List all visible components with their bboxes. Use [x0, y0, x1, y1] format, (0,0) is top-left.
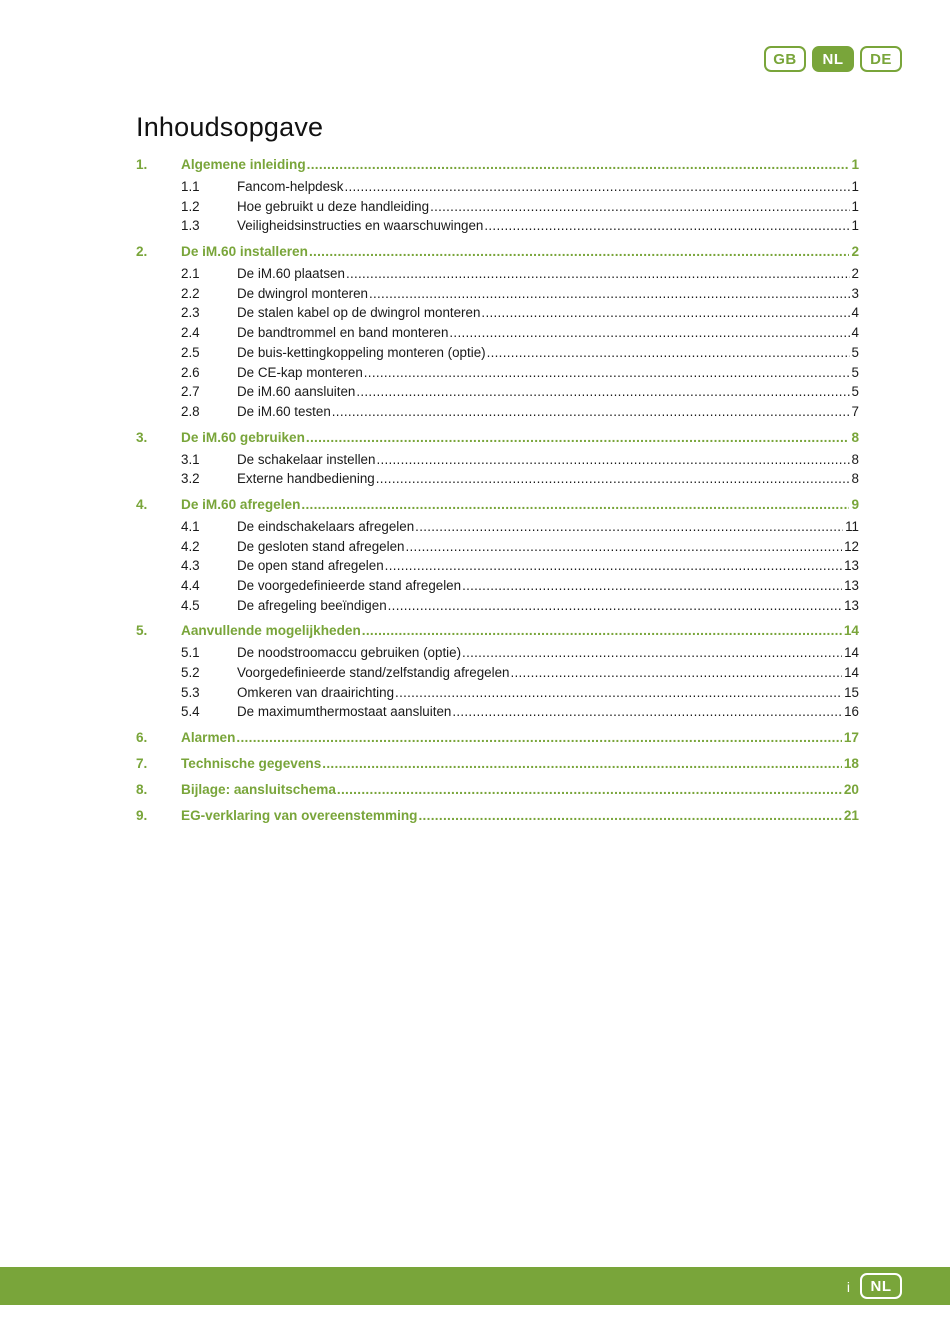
- toc-leader-dots: [362, 621, 842, 641]
- toc-entry-page: 14: [844, 645, 859, 661]
- toc-leader-dots: [322, 754, 842, 774]
- toc-entry-page: 4: [851, 305, 859, 321]
- toc-entry-number: 4.3: [181, 558, 200, 574]
- toc-leader-dots: [415, 517, 843, 537]
- toc-section-entry[interactable]: [136, 343, 859, 363]
- toc-entry-page: 1: [851, 179, 859, 194]
- toc-entry-title: De schakelaar instellen: [237, 451, 376, 467]
- toc-chapter-entry[interactable]: [136, 242, 859, 262]
- toc-chapter-entry[interactable]: [136, 780, 859, 800]
- toc-leader-dots: [484, 216, 849, 236]
- toc-entry-page: 14: [843, 623, 859, 639]
- toc-entry-title: De iM.60 afregelen: [181, 496, 301, 512]
- toc-leader-dots: [301, 495, 849, 515]
- footer-page-number: i: [846, 1279, 850, 1295]
- toc-entry-number: 2.6: [181, 364, 200, 380]
- toc-entry-title: Bijlage: aansluitschema: [181, 782, 336, 798]
- toc-chapter-entry[interactable]: [136, 806, 859, 826]
- toc-entry-title: De eindschakelaars afregelen: [237, 518, 415, 534]
- page-title: Inhoudsopgave: [136, 112, 324, 142]
- toc-entry-number: 2.8: [181, 403, 200, 419]
- toc-section-entry[interactable]: [136, 303, 859, 323]
- toc-section-entry[interactable]: [136, 663, 859, 683]
- toc-leader-dots: [337, 780, 842, 800]
- toc-entry-page: 11: [845, 518, 859, 534]
- toc-entry-title: De gesloten stand afregelen: [237, 538, 405, 554]
- toc-leader-dots: [395, 683, 842, 703]
- toc-entry-number: 4.1: [181, 518, 200, 534]
- toc-entry-page: 8: [851, 471, 859, 487]
- toc-entry-number: 5.4: [181, 704, 200, 720]
- toc-entry-number: 4.4: [181, 578, 200, 593]
- toc-leader-dots: [430, 197, 849, 217]
- toc-leader-dots: [369, 284, 850, 304]
- toc-entry-page: 5: [851, 384, 859, 400]
- toc-leader-dots: [449, 323, 849, 343]
- toc-entry-title: EG-verklaring van overeenstemming: [181, 808, 418, 824]
- toc-section-entry[interactable]: [136, 264, 859, 284]
- footer-bar: [0, 1267, 950, 1305]
- toc-leader-dots: [418, 806, 841, 826]
- toc-entry-title: Technische gegevens: [181, 756, 322, 772]
- toc-entry-page: 2: [851, 266, 859, 282]
- toc-leader-dots: [376, 469, 850, 489]
- toc-entry-page: 2: [851, 244, 859, 260]
- toc-leader-dots: [385, 556, 842, 576]
- toc-leader-dots: [481, 303, 849, 323]
- lang-tab-nl[interactable]: NL: [812, 46, 854, 72]
- toc-entry-title: De dwingrol monteren: [237, 285, 368, 301]
- lang-tab-de[interactable]: DE: [860, 46, 902, 72]
- language-switcher: [764, 46, 902, 72]
- toc-leader-dots: [309, 242, 850, 262]
- toc-section-entry[interactable]: [136, 556, 859, 576]
- toc-entry-page: 18: [843, 756, 859, 772]
- toc-entry-title: De afregeling beeïndigen: [237, 597, 387, 613]
- toc-leader-dots: [307, 155, 850, 175]
- toc-entry-title: De CE-kap monteren: [237, 364, 363, 380]
- toc-entry-page: 4: [851, 325, 859, 341]
- toc-entry-number: 5.1: [181, 645, 200, 661]
- toc-entry-number: 8.: [136, 782, 148, 798]
- toc-chapter-entry[interactable]: [136, 621, 859, 641]
- toc-entry-title: De buis-kettingkoppeling monteren (optie): [237, 344, 486, 360]
- toc-entry-page: 12: [844, 538, 859, 554]
- toc-section-entry[interactable]: [136, 363, 859, 383]
- toc-entry-title: De iM.60 installeren: [181, 244, 308, 260]
- toc-entry-page: 1: [851, 198, 859, 214]
- toc-entry-page: 15: [844, 684, 859, 700]
- toc-chapter-entry[interactable]: [136, 728, 859, 748]
- lang-tab-gb[interactable]: GB: [764, 46, 806, 72]
- toc-leader-dots: [376, 450, 849, 470]
- toc-entry-number: 3.1: [181, 451, 200, 467]
- toc-chapter-entry[interactable]: [136, 495, 859, 515]
- toc-leader-dots: [510, 663, 842, 683]
- toc-section-entry[interactable]: [136, 469, 859, 489]
- toc-section-entry[interactable]: [136, 402, 859, 422]
- toc-entry-title: De iM.60 plaatsen: [237, 266, 345, 282]
- toc-section-entry[interactable]: [136, 197, 859, 217]
- toc-chapter-entry[interactable]: [136, 155, 859, 175]
- toc-leader-dots: [487, 343, 850, 363]
- toc-entry-title: Aanvullende mogelijkheden: [181, 623, 361, 639]
- toc-section-entry[interactable]: [136, 683, 859, 703]
- toc-leader-dots: [236, 728, 841, 748]
- toc-leader-dots: [344, 177, 849, 197]
- toc-entry-title: Fancom-helpdesk: [237, 179, 344, 194]
- toc-leader-dots: [364, 363, 850, 383]
- toc-chapter-entry[interactable]: [136, 754, 859, 774]
- toc-section-entry[interactable]: [136, 576, 859, 596]
- toc-entry-number: 4.5: [181, 597, 200, 613]
- toc-entry-number: 2.5: [181, 344, 200, 360]
- toc-leader-dots: [332, 402, 850, 422]
- toc-leader-dots: [346, 264, 850, 284]
- toc-entry-title: De voorgedefinieerde stand afregelen: [237, 578, 462, 593]
- toc-section-entry[interactable]: [136, 216, 859, 236]
- toc-entry-number: 1.1: [181, 179, 200, 194]
- toc-entry-title: De iM.60 testen: [237, 403, 331, 419]
- toc-entry-page: 21: [843, 808, 859, 824]
- toc-leader-dots: [356, 382, 849, 402]
- toc-entry-title: Alarmen: [181, 730, 236, 746]
- toc-entry-page: 1: [851, 218, 859, 234]
- toc-entry-number: 4.2: [181, 538, 200, 554]
- table-of-contents: [136, 155, 859, 828]
- toc-entry-page: 13: [844, 578, 859, 593]
- toc-entry-page: 13: [844, 597, 859, 613]
- toc-entry-number: 1.3: [181, 218, 200, 234]
- toc-section-entry[interactable]: [136, 596, 859, 616]
- toc-section-entry[interactable]: [136, 450, 859, 470]
- toc-entry-page: 20: [843, 782, 859, 798]
- toc-entry-number: 2.4: [181, 325, 200, 341]
- toc-entry-number: 5.: [136, 623, 148, 639]
- toc-entry-number: 2.3: [181, 305, 200, 321]
- toc-entry-page: 13: [844, 558, 859, 574]
- toc-entry-number: 2.: [136, 244, 148, 260]
- toc-leader-dots: [306, 428, 850, 448]
- toc-section-entry[interactable]: [136, 382, 859, 402]
- toc-entry-number: 2.7: [181, 384, 200, 400]
- toc-entry-number: 4.: [136, 496, 148, 512]
- toc-entry-title: Externe handbediening: [237, 471, 375, 487]
- footer-language-badge: NL: [860, 1273, 902, 1299]
- toc-entry-title: Omkeren van draairichting: [237, 684, 395, 700]
- toc-entry-title: Hoe gebruikt u deze handleiding: [237, 198, 430, 214]
- toc-entry-page: 16: [844, 704, 859, 720]
- toc-entry-page: 1: [851, 157, 859, 172]
- toc-entry-title: De noodstroomaccu gebruiken (optie): [237, 645, 462, 661]
- toc-entry-page: 3: [851, 285, 859, 301]
- toc-entry-title: De iM.60 gebruiken: [181, 429, 305, 445]
- toc-entry-number: 5.3: [181, 684, 200, 700]
- toc-entry-page: 5: [851, 344, 859, 360]
- toc-entry-number: 1.2: [181, 198, 200, 214]
- toc-chapter-entry[interactable]: [136, 428, 859, 448]
- toc-section-entry[interactable]: [136, 517, 859, 537]
- toc-entry-page: 14: [844, 665, 859, 681]
- toc-leader-dots: [406, 537, 843, 557]
- toc-section-entry[interactable]: [136, 284, 859, 304]
- toc-entry-title: Voorgedefinieerde stand/zelfstandig afregelen: [237, 665, 510, 681]
- toc-entry-title: De iM.60 aansluiten: [237, 384, 356, 400]
- toc-leader-dots: [462, 643, 842, 663]
- toc-entry-number: 5.2: [181, 665, 200, 681]
- toc-section-entry[interactable]: [136, 177, 859, 197]
- toc-section-entry[interactable]: [136, 323, 859, 343]
- toc-entry-title: De open stand afregelen: [237, 558, 384, 574]
- toc-entry-number: 7.: [136, 756, 148, 772]
- toc-section-entry[interactable]: [136, 537, 859, 557]
- toc-entry-number: 6.: [136, 730, 148, 746]
- toc-leader-dots: [388, 596, 842, 616]
- toc-entry-number: 1.: [136, 157, 148, 172]
- toc-entry-page: 5: [851, 364, 859, 380]
- toc-entry-title: De bandtrommel en band monteren: [237, 325, 449, 341]
- toc-entry-title: Algemene inleiding: [181, 157, 306, 172]
- toc-entry-page: 8: [851, 451, 859, 467]
- toc-entry-number: 2.2: [181, 285, 200, 301]
- toc-leader-dots: [462, 576, 842, 596]
- toc-leader-dots: [452, 702, 842, 722]
- toc-section-entry[interactable]: [136, 702, 859, 722]
- toc-entry-number: 3.: [136, 429, 148, 445]
- toc-entry-title: Veiligheidsinstructies en waarschuwingen: [237, 218, 484, 234]
- toc-entry-page: 8: [851, 429, 859, 445]
- toc-entry-title: De maximumthermostaat aansluiten: [237, 704, 452, 720]
- toc-entry-page: 9: [851, 496, 859, 512]
- toc-entry-number: 3.2: [181, 471, 200, 487]
- toc-entry-page: 17: [843, 730, 859, 746]
- toc-entry-page: 7: [851, 403, 859, 419]
- toc-entry-number: 9.: [136, 808, 148, 824]
- toc-entry-title: De stalen kabel op de dwingrol monteren: [237, 305, 481, 321]
- toc-entry-number: 2.1: [181, 266, 200, 282]
- toc-section-entry[interactable]: [136, 643, 859, 663]
